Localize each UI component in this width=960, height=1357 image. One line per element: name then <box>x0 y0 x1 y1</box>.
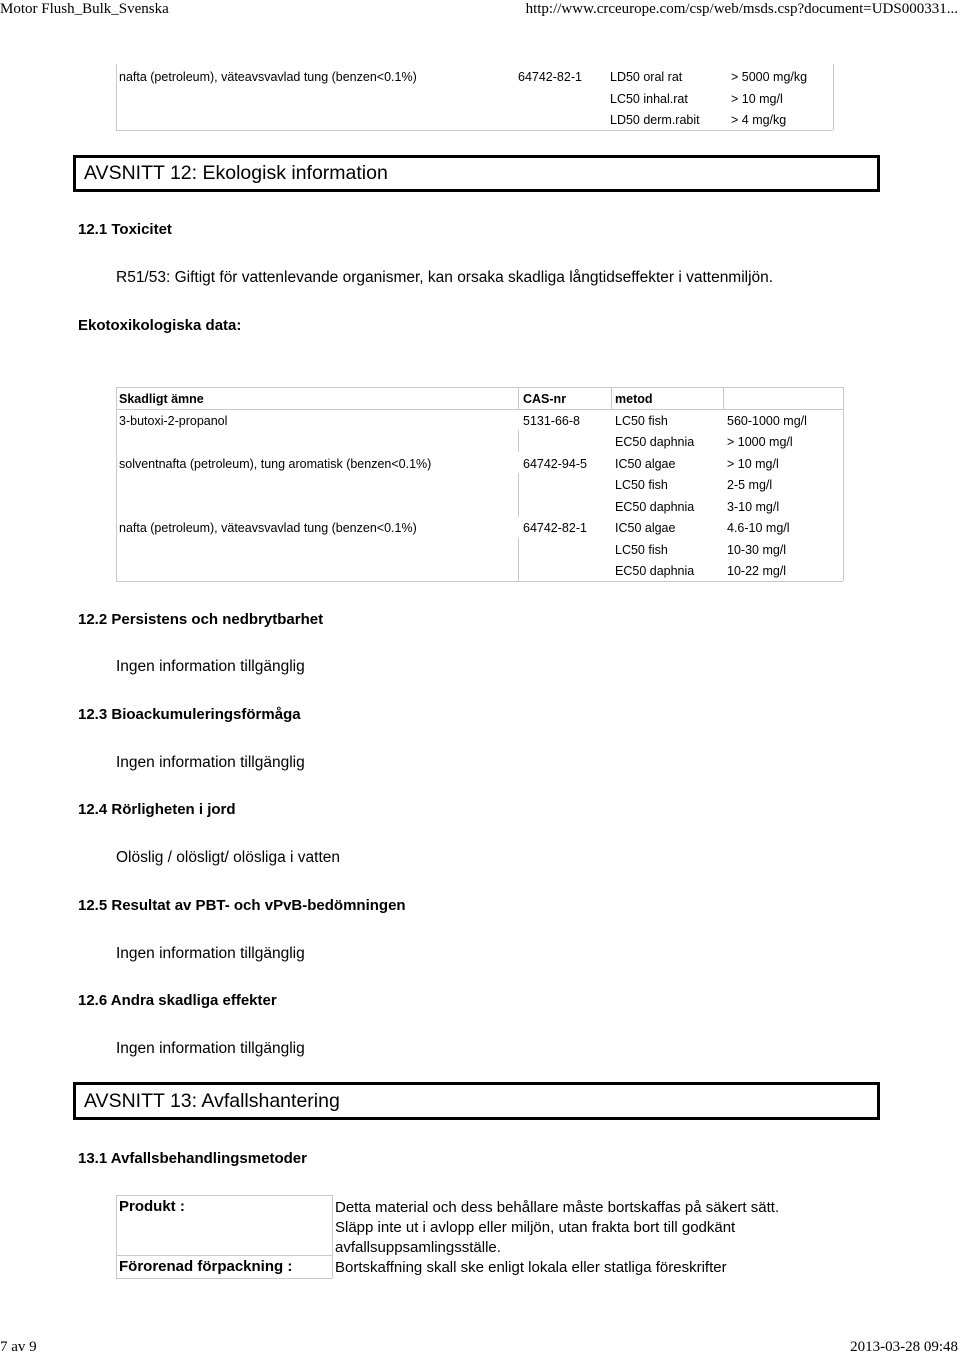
product-label: Produkt : <box>119 1198 185 1215</box>
document-title: Motor Flush_Bulk_Svenska <box>0 1 169 17</box>
subsection-text: Ingen information tillgänglig <box>116 754 305 771</box>
table-cell: 64742-82-1 <box>518 70 582 84</box>
table-cell: solventnafta (petroleum), tung aromatisk (benzen<0.1%) <box>119 457 432 471</box>
eco-data-label: Ekotoxikologiska data: <box>78 317 242 334</box>
table-cell: 3-10 mg/l <box>727 500 780 514</box>
table-cell: EC50 daphnia <box>615 564 695 578</box>
table-cell: 5131-66-8 <box>523 414 580 428</box>
table-cell: LD50 derm.rabit <box>610 113 700 127</box>
toxicity-text: R51/53: Giftigt för vattenlevande organismer, kan orsaka skadliga långtidseffekter i vattenmiljön. <box>116 269 774 286</box>
subsection-title: 12.2 Persistens och nedbrytbarhet <box>78 611 324 628</box>
table-cell: 4.6-10 mg/l <box>727 521 790 535</box>
table-cell: 10-30 mg/l <box>727 543 787 557</box>
page-number: 7 av 9 <box>0 1339 37 1355</box>
subsection-text: Ingen information tillgänglig <box>116 945 305 962</box>
subsection-text: Ingen information tillgänglig <box>116 658 305 675</box>
table-cell: 64742-82-1 <box>523 521 587 535</box>
table-cell: nafta (petroleum), väteavsvavlad tung (benzen<0.1%) <box>119 70 417 84</box>
packaging-label: Förorenad förpackning : <box>119 1258 293 1275</box>
subsection-title: 12.6 Andra skadliga effekter <box>78 992 277 1009</box>
table-header: CAS-nr <box>523 392 567 406</box>
subsection-title: 12.1 Toxicitet <box>78 221 172 238</box>
packaging-text: Bortskaffning skall ske enligt lokala eller statliga föreskrifter <box>335 1259 727 1276</box>
product-text: Detta material och dess behållare måste bortskaffas på säkert sätt. <box>335 1199 780 1216</box>
table-cell: LC50 fish <box>615 414 668 428</box>
table-cell: nafta (petroleum), väteavsvavlad tung (benzen<0.1%) <box>119 521 417 535</box>
subsection-title: 12.4 Rörligheten i jord <box>78 801 236 818</box>
table-cell: EC50 daphnia <box>615 435 695 449</box>
table-cell: IC50 algae <box>615 457 676 471</box>
table-cell: IC50 algae <box>615 521 676 535</box>
table-cell: > 4 mg/kg <box>731 113 787 127</box>
table-cell: LC50 fish <box>615 543 668 557</box>
table-cell: EC50 daphnia <box>615 500 695 514</box>
table-cell: > 10 mg/l <box>731 92 783 106</box>
table-cell: 64742-94-5 <box>523 457 587 471</box>
document-url[interactable]: http://www.crceurope.com/csp/web/msds.csp?document=UDS000331... <box>525 1 958 17</box>
product-text: avfallsuppsamlingsställe. <box>335 1239 501 1256</box>
table-cell: LD50 oral rat <box>610 70 683 84</box>
table-cell: > 1000 mg/l <box>727 435 793 449</box>
table-cell: LC50 inhal.rat <box>610 92 688 106</box>
table-cell: 3-butoxi-2-propanol <box>119 414 228 428</box>
table-cell: > 5000 mg/kg <box>731 70 808 84</box>
product-text: Släpp inte ut i avlopp eller miljön, utan frakta bort till godkänt <box>335 1219 736 1236</box>
section-title: AVSNITT 13: Avfallshantering <box>84 1090 340 1112</box>
section-title: AVSNITT 12: Ekologisk information <box>84 162 388 184</box>
subsection-title: 13.1 Avfallsbehandlingsmetoder <box>78 1150 307 1167</box>
table-cell: > 10 mg/l <box>727 457 779 471</box>
table-cell: 10-22 mg/l <box>727 564 787 578</box>
subsection-title: 12.5 Resultat av PBT- och vPvB-bedömningen <box>78 897 406 914</box>
print-datetime: 2013-03-28 09:48 <box>850 1339 958 1355</box>
subsection-text: Olöslig / olösligt/ olösliga i vatten <box>116 849 341 866</box>
section-13-header <box>73 1082 880 1120</box>
subsection-title: 12.3 Bioackumuleringsförmåga <box>78 706 301 723</box>
section-12-header <box>73 155 880 192</box>
table-header: metod <box>615 392 653 406</box>
table-cell: LC50 fish <box>615 478 668 492</box>
subsection-text: Ingen information tillgänglig <box>116 1040 305 1057</box>
table-cell: 560-1000 mg/l <box>727 414 807 428</box>
table-cell: 2-5 mg/l <box>727 478 773 492</box>
table-header: Skadligt ämne <box>119 392 204 406</box>
